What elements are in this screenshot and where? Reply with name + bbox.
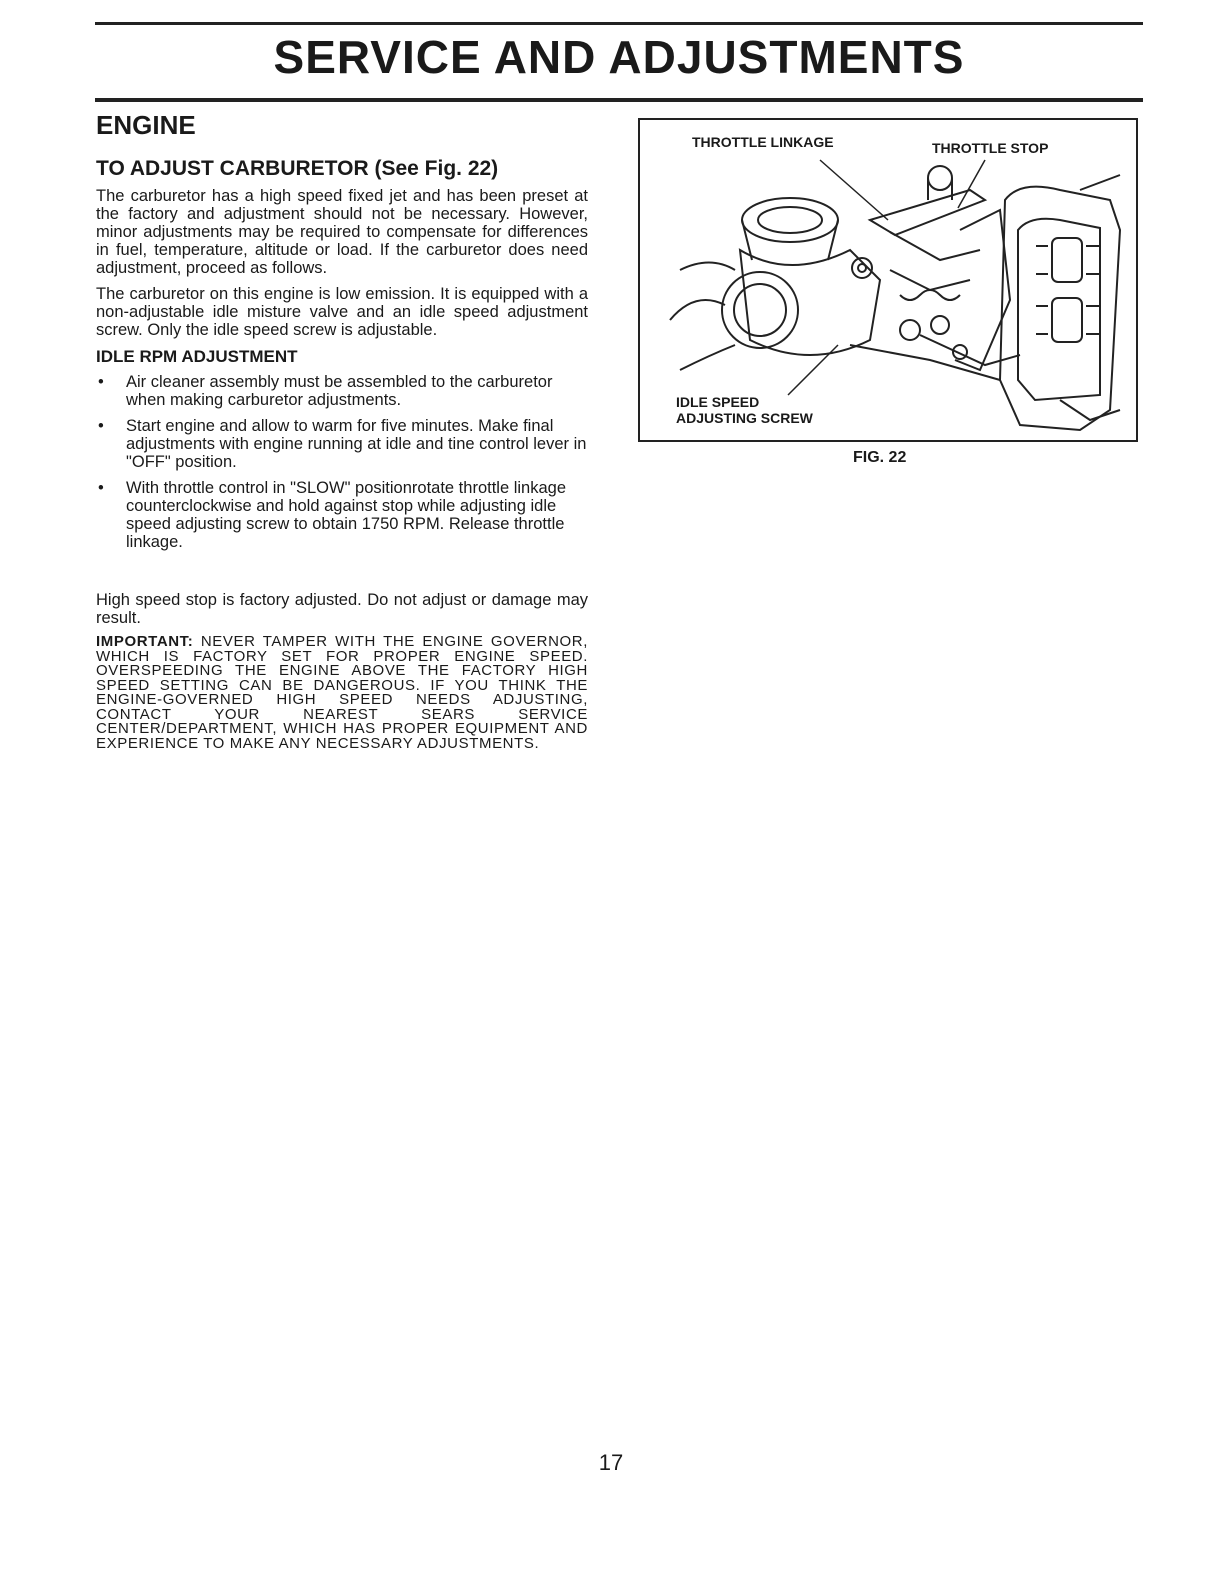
bullet-icon: • — [98, 479, 104, 497]
list-item-text: With throttle control in "SLOW" positionrotate throttle linkage counterclockwise and hold against stop while adjusting idle speed adjusting screw to obtain 1750 RPM. Release throttle linkage. — [126, 479, 566, 551]
list-item — [88, 373, 588, 409]
bullet-icon: • — [98, 373, 104, 391]
page-number: 17 — [598, 1450, 624, 1475]
header-rule-top — [95, 22, 1143, 25]
carburetor-paragraph-2: The carburetor on this engine is low emission. It is equipped with a non-adjustable idle misture valve and an idle speed adjustment screw. Only the idle speed screw is adjustable. — [96, 285, 588, 339]
label-throttle-linkage: THROTTLE LINKAGE — [692, 134, 834, 150]
list-item — [88, 479, 588, 551]
list-item-text: Start engine and allow to warm for five minutes. Make final adjustments with engine running at idle and tine control lever in "OFF" position. — [126, 417, 587, 471]
carburetor-paragraph-1: The carburetor has a high speed fixed jet and has been preset at the factory and adjustment should not be necessary. However, minor adjustments may be required to compensate for differences in fuel, temperature, altitude or load. If the carburetor does need adjustment, proceed as follows. — [96, 187, 588, 277]
idle-rpm-list — [88, 373, 588, 551]
header-rule-bottom — [95, 98, 1143, 102]
label-throttle-stop: THROTTLE STOP — [932, 140, 1049, 156]
carburetor-heading: TO ADJUST CARBURETOR (See Fig. 22) — [96, 157, 499, 180]
list-item — [88, 417, 588, 471]
section-heading-engine: ENGINE — [96, 110, 196, 140]
figure-caption: FIG. 22 — [853, 449, 907, 466]
list-item-text: Air cleaner assembly must be assembled to the carburetor when making carburetor adjustments. — [126, 373, 553, 409]
page-title: SERVICE AND ADJUSTMENTS — [273, 31, 965, 83]
important-text: NEVER TAMPER WITH THE ENGINE GOVERNOR, WHICH IS FACTORY SET FOR PROPER ENGINE SPEED. OVERSPEEDING THE ENGINE ABOVE THE FACTORY HIGH SPEED SETTING CAN BE DANGEROUS. IF YOU THINK THE ENGINE-GOVERNED HIGH SPEED NEEDS ADJUSTING, CONTACT YOUR NEAREST SEARS SERVICE CENTER/DEPARTMENT, WHICH HAS PROPER EQUIPMENT AND EXPERIENCE TO MAKE ANY NECESSARY ADJUSTMENTS. — [96, 633, 588, 752]
carburetor-illustration — [640, 120, 1136, 440]
idle-rpm-heading: IDLE RPM ADJUSTMENT — [96, 347, 298, 366]
bullet-icon: • — [98, 417, 104, 435]
high-speed-note: High speed stop is factory adjusted. Do not adjust or damage may result. — [96, 591, 588, 627]
important-label: IMPORTANT: — [96, 633, 194, 650]
engine-section — [88, 110, 588, 751]
important-warning — [96, 635, 588, 751]
section-spacer — [88, 559, 588, 591]
carburetor-figure — [638, 118, 1138, 442]
label-idle-speed-line1: IDLE SPEED — [676, 394, 760, 410]
label-idle-speed-line2: ADJUSTING SCREW — [676, 410, 813, 426]
